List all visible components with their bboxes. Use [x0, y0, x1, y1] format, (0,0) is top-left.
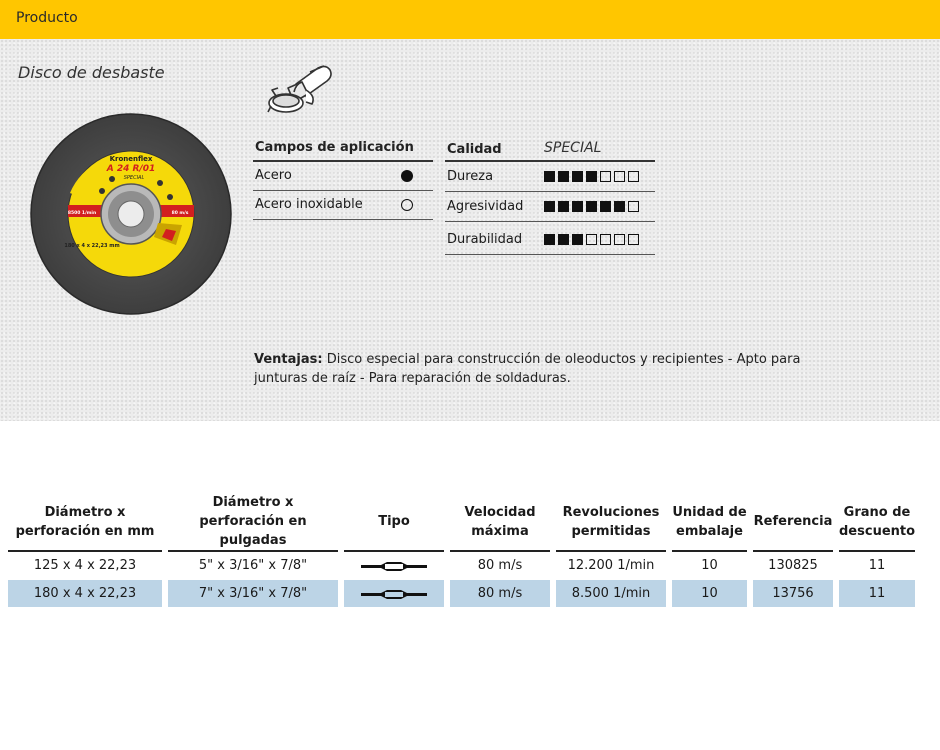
filled-square-icon — [572, 171, 583, 182]
filled-square-icon — [544, 171, 555, 182]
application-label: Acero inoxidable — [255, 197, 363, 212]
application-table — [253, 136, 433, 220]
rating-squares — [544, 201, 639, 213]
quality-heading: Calidad — [447, 142, 502, 157]
empty-square-icon — [600, 171, 611, 182]
column-header: Diámetro x perforación en mm — [8, 493, 162, 552]
cell-type — [344, 580, 444, 607]
empty-square-icon — [628, 201, 639, 212]
filled-square-icon — [572, 234, 583, 245]
disc-speed-left-text: 8500 1/min — [67, 211, 97, 216]
column-header: Velocidad máxima — [450, 493, 550, 552]
suitable-filled-circle-icon — [401, 170, 413, 182]
cell-pack: 10 — [672, 552, 747, 580]
depressed-centre-disc-icon — [359, 559, 429, 573]
depressed-centre-disc-icon — [359, 587, 429, 601]
advantages-text — [254, 350, 854, 388]
cell-speed: 80 m/s — [450, 552, 550, 580]
application-row — [253, 191, 433, 220]
filled-square-icon — [600, 201, 611, 212]
disc-spec-text: A 24 R/01 — [106, 164, 156, 174]
column-header: Grano de descuento — [839, 493, 915, 552]
cell-type — [344, 552, 444, 580]
disc-speed-right-text: 80 m/s — [171, 211, 189, 216]
disc-brand-text: Kronenflex — [109, 155, 153, 163]
application-row — [253, 162, 433, 191]
filled-square-icon — [586, 171, 597, 182]
page-header-title: Producto — [16, 10, 78, 26]
page-header — [0, 0, 940, 39]
filled-square-icon — [544, 201, 555, 212]
empty-square-icon — [614, 171, 625, 182]
empty-square-icon — [600, 234, 611, 245]
filled-square-icon — [558, 171, 569, 182]
cell-inch: 5" x 3/16" x 7/8" — [168, 552, 338, 580]
filled-square-icon — [614, 201, 625, 212]
table-row — [8, 552, 915, 580]
empty-square-icon — [628, 234, 639, 245]
rating-label: Durabilidad — [447, 232, 523, 247]
rating-label: Agresividad — [447, 199, 524, 214]
filled-square-icon — [558, 201, 569, 212]
cell-rpm: 12.200 1/min — [556, 552, 666, 580]
column-header: Referencia — [753, 493, 833, 552]
quality-rating-row — [445, 222, 655, 255]
column-header: Diámetro x perforación en pulgadas — [168, 493, 338, 552]
cell-mm: 125 x 4 x 22,23 — [8, 552, 162, 580]
disc-size-text: 180 x 4 x 22,23 mm — [64, 243, 120, 249]
cell-mm: 180 x 4 x 22,23 — [8, 580, 162, 607]
column-header: Revoluciones permitidas — [556, 493, 666, 552]
application-heading: Campos de aplicación — [253, 136, 433, 162]
quality-rating-row — [445, 162, 655, 192]
rating-squares — [544, 171, 639, 183]
advantages-label: Ventajas: — [254, 352, 323, 367]
filled-square-icon — [572, 201, 583, 212]
advantages-description: Disco especial para construcción de oleoductos y recipientes - Apto para junturas de raíz - Para reparación de soldaduras. — [254, 352, 801, 386]
application-label: Acero — [255, 168, 292, 183]
product-variants-table — [8, 493, 915, 607]
not-suitable-empty-circle-icon — [401, 199, 413, 211]
quality-heading-row — [445, 136, 655, 162]
product-name: Disco de desbaste — [18, 63, 165, 82]
filled-square-icon — [586, 201, 597, 212]
quality-table — [445, 136, 655, 255]
filled-square-icon — [544, 234, 555, 245]
column-header: Unidad de embalaje — [672, 493, 747, 552]
cell-inch: 7" x 3/16" x 7/8" — [168, 580, 338, 607]
table-header-row — [8, 493, 915, 552]
rating-squares — [544, 234, 639, 246]
filled-square-icon — [558, 234, 569, 245]
cell-grain: 11 — [839, 552, 915, 580]
angle-grinder-icon — [266, 62, 336, 118]
quality-rating-row — [445, 192, 655, 222]
cell-speed: 80 m/s — [450, 580, 550, 607]
cell-rpm: 8.500 1/min — [556, 580, 666, 607]
cell-pack: 10 — [672, 580, 747, 607]
cell-ref: 130825 — [753, 552, 833, 580]
table-row — [8, 580, 915, 607]
cell-ref: 13756 — [753, 580, 833, 607]
empty-square-icon — [586, 234, 597, 245]
cell-grain: 11 — [839, 580, 915, 607]
empty-square-icon — [628, 171, 639, 182]
quality-value: SPECIAL — [544, 140, 602, 156]
disc-line-text: SPECIAL — [123, 175, 145, 181]
empty-square-icon — [614, 234, 625, 245]
column-header: Tipo — [344, 493, 444, 552]
grinding-disc-image — [30, 113, 232, 315]
rating-label: Dureza — [447, 169, 494, 184]
